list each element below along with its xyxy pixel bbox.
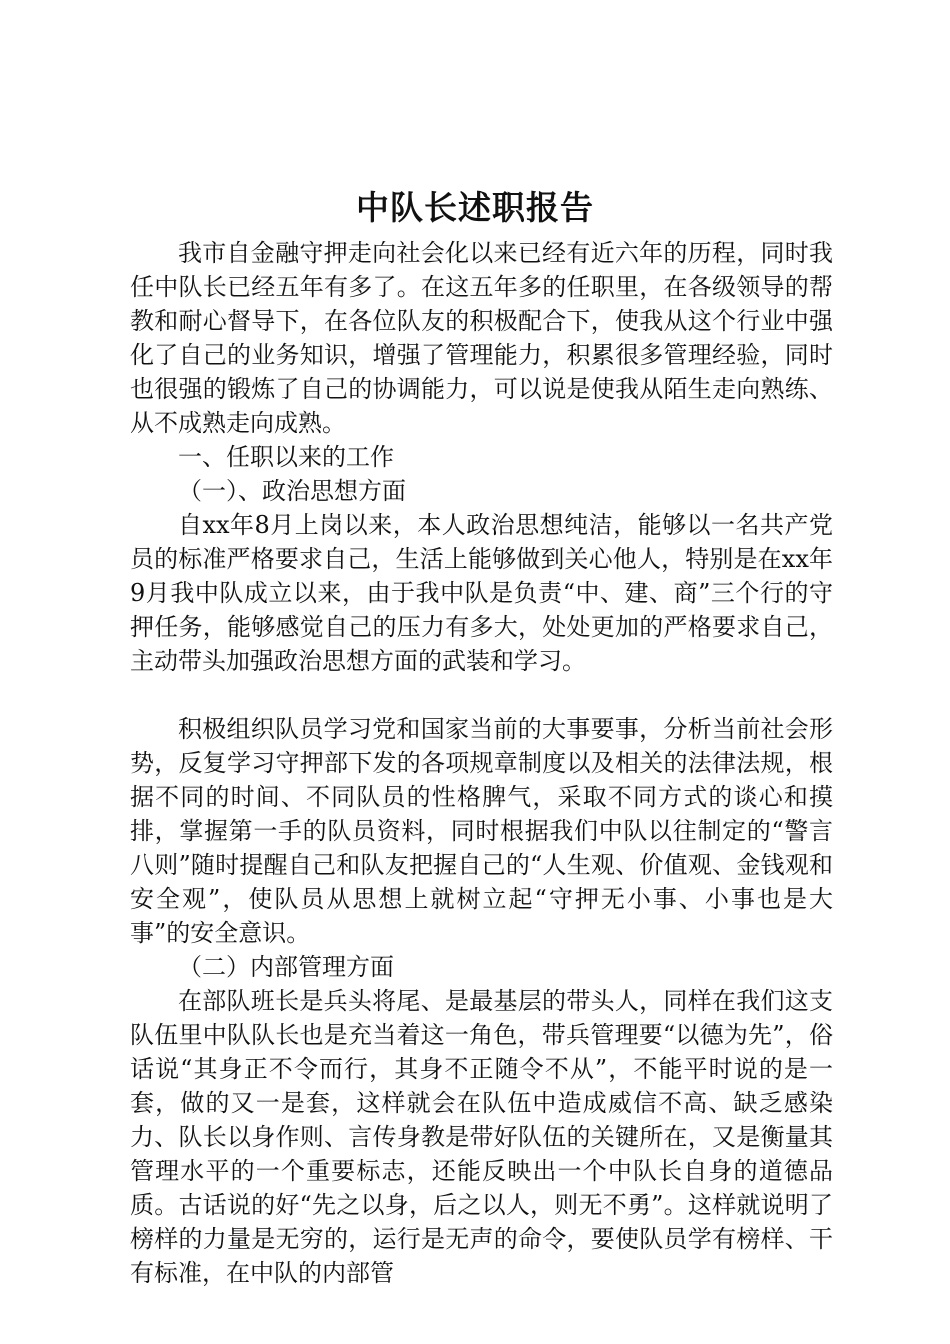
paragraph-spacer xyxy=(130,678,833,712)
section-heading-work: 一、任职以来的工作 xyxy=(178,443,394,471)
document-body xyxy=(130,236,833,1290)
paragraph-management: 在部队班长是兵头将尾、是最基层的带头人，同样在我们这支队伍里中队队长也是充当着这一角色，带兵管理要“以德为先”，俗话说“其身正不令而行，其身不正随令不从”，不能平时说的是一套，做的又一是套，这样就会在队伍中造成威信不高、缺乏感染力、队长以身作则、言传身教是带好队伍的关键所在，又是衡量其管理水平的一个重要标志，还能反映出一个中队长自身的道德品质。古话说的好“先之以身，后之以人，则无不勇”。这样就说明了榜样的力量是无穷的，运行是无声的命令，要使队员学有榜样、干有标准，在中队的内部管 xyxy=(130,987,833,1287)
paragraph-intro: 我市自金融守押走向社会化以来已经有近六年的历程，同时我任中队长已经五年有多了。在这五年多的任职里，在各级领导的帮教和耐心督导下，在各位队友的积极配合下，使我从这个行业中强化了自己的业务知识，增强了管理能力，积累很多管理经验，同时也很强的锻炼了自己的协调能力，可以说是使我从陌生走向熟练、从不成熟走向成熟。 xyxy=(130,239,833,437)
document-title: 中队长述职报告 xyxy=(356,188,594,227)
subsection-heading-political: （一）、政治思想方面 xyxy=(178,477,406,505)
paragraph-political-1: 自xx年8月上岗以来，本人政治思想纯洁，能够以一名共产党员的标准严格要求自己，生活上能够做到关心他人，特别是在xx年9月我中队成立以来，由于我中队是负责“中、建、商”三个行的守押任务，能够感觉自己的压力有多大，处处更加的严格要求自己，主动带头加强政治思想方面的武装和学习。 xyxy=(130,511,833,675)
paragraph-political-2: 积极组织队员学习党和国家当前的大事要事，分析当前社会形势，反复学习守押部下发的各项规章制度以及相关的法律法规，根据不同的时间、不同队员的性格脾气，采取不同方式的谈心和摸排，掌握第一手的队员资料，同时根据我们中队以往制定的“警言八则”随时提醒自己和队友把握自己的“人生观、价值观、金钱观和安全观”，使队员从思想上就树立起“守押无小事、小事也是大事”的安全意识。 xyxy=(130,715,833,947)
subsection-heading-management: （二）内部管理方面 xyxy=(178,953,394,981)
